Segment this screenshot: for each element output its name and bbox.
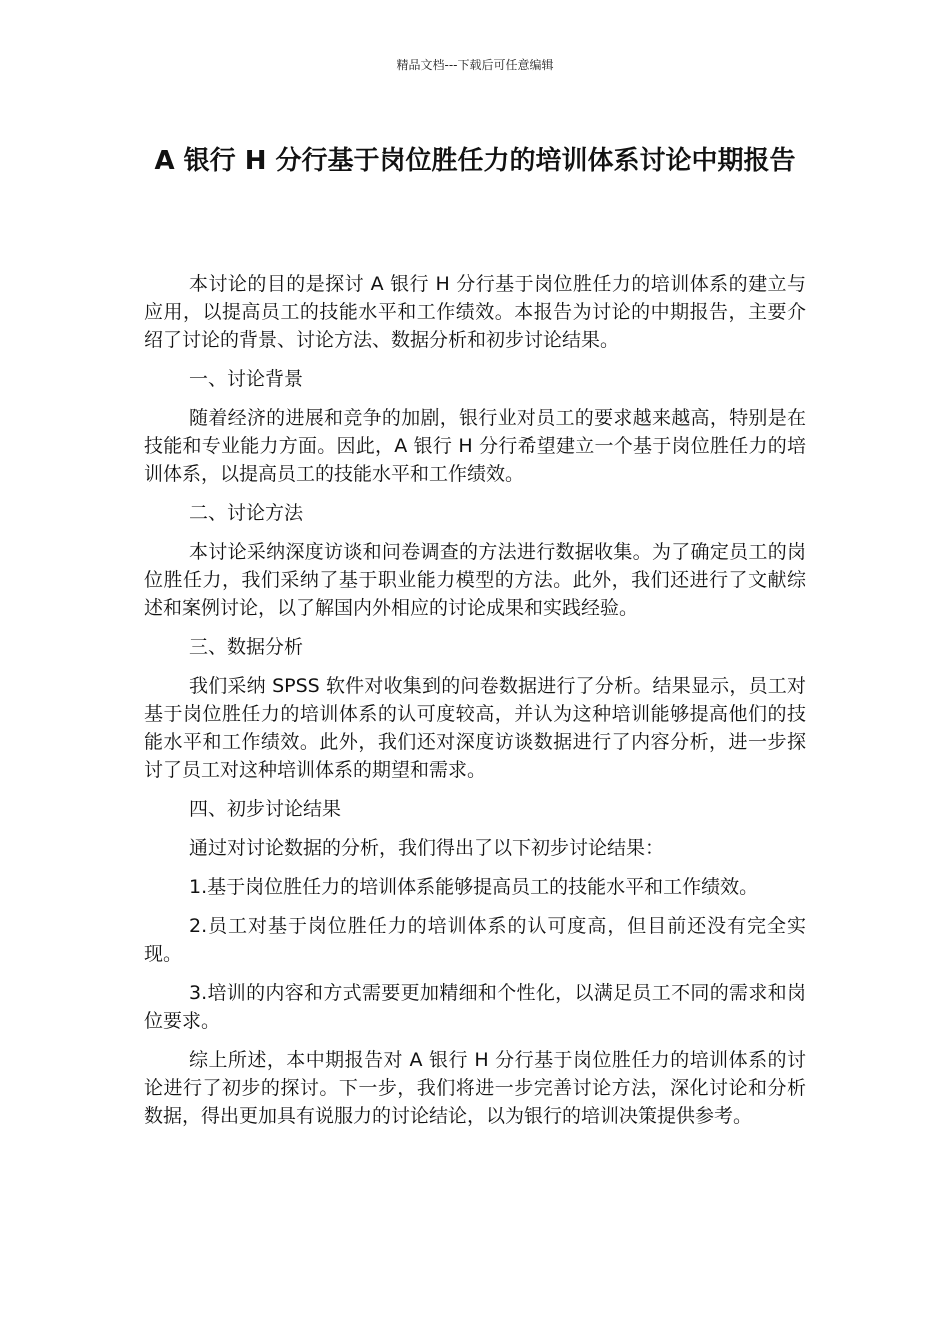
section-heading-results: 四、初步讨论结果 bbox=[189, 798, 342, 820]
method-paragraph: 本讨论采纳深度访谈和问卷调查的方法进行数据收集。为了确定员工的岗位胜任力，我们采纳了基于职业能力模型的方法。此外，我们还进行了文献综述和案例讨论，以了解国内外相应的讨论成果和实践经验。 bbox=[144, 541, 806, 619]
result-item-3: 3.培训的内容和方式需要更加精细和个性化，以满足员工不同的需求和岗位要求。 bbox=[144, 982, 806, 1032]
result-item-2: 2.员工对基于岗位胜任力的培训体系的认可度高，但目前还没有完全实现。 bbox=[144, 915, 806, 965]
section-heading-method: 二、讨论方法 bbox=[189, 502, 304, 524]
analysis-paragraph: 我们采纳 SPSS 软件对收集到的问卷数据进行了分析。结果显示，员工对基于岗位胜任力的培训体系的认可度较高，并认为这种培训能够提高他们的技能水平和工作绩效。此外，我们还对深度访谈数据进行了内容分析，进一步探讨了员工对这种培训体系的期望和需求。 bbox=[144, 675, 806, 781]
result-item-1: 1.基于岗位胜任力的培训体系能够提高员工的技能水平和工作绩效。 bbox=[189, 876, 759, 898]
results-intro-paragraph: 通过对讨论数据的分析，我们得出了以下初步讨论结果： bbox=[189, 837, 665, 859]
document-body bbox=[144, 270, 806, 1141]
background-paragraph: 随着经济的进展和竞争的加剧，银行业对员工的要求越来越高，特别是在技能和专业能力方面。因此，A 银行 H 分行希望建立一个基于岗位胜任力的培训体系，以提高员工的技能水平和工作绩效。 bbox=[144, 407, 806, 485]
intro-paragraph: 本讨论的目的是探讨 A 银行 H 分行基于岗位胜任力的培训体系的建立与应用，以提高员工的技能水平和工作绩效。本报告为讨论的中期报告，主要介绍了讨论的背景、讨论方法、数据分析和初步讨论结果。 bbox=[144, 273, 806, 351]
section-heading-background: 一、讨论背景 bbox=[189, 368, 304, 390]
document-title: A 银行 H 分行基于岗位胜任力的培训体系讨论中期报告 bbox=[154, 146, 796, 176]
section-heading-analysis: 三、数据分析 bbox=[189, 636, 304, 658]
conclusion-paragraph: 综上所述，本中期报告对 A 银行 H 分行基于岗位胜任力的培训体系的讨论进行了初步的探讨。下一步，我们将进一步完善讨论方法，深化讨论和分析数据，得出更加具有说服力的讨论结论，以为银行的培训决策提供参考。 bbox=[144, 1049, 806, 1127]
page-header-note: 精品文档---下载后可任意编辑 bbox=[396, 58, 554, 72]
